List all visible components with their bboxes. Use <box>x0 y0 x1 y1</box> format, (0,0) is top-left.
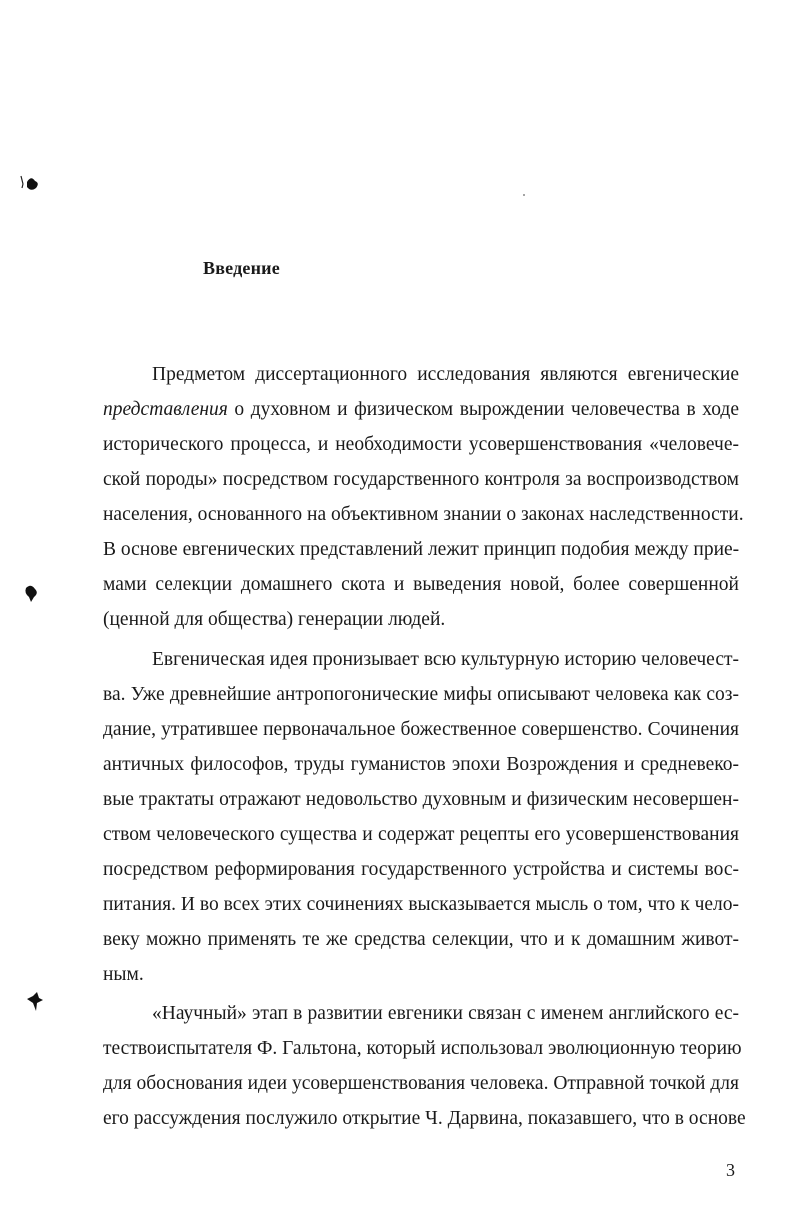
text-line: тествоиспытателя Ф. Гальтона, который использовал эволюционную теорию <box>103 1038 742 1059</box>
page-number: 3 <box>726 1160 735 1180</box>
text-line: дание, утратившее первоначальное божественное совершенство. Сочинения <box>103 719 739 740</box>
text-line: ва. Уже древнейшие антропогонические мифы описывают человека как соз- <box>103 684 739 705</box>
binding-mark-icon <box>20 582 42 604</box>
text-line: (ценной для общества) генерации людей. <box>103 609 446 630</box>
text-line: «Научный» этап в развитии евгеники связан с именем английского ес- <box>152 1003 739 1024</box>
text-line: Евгеническая идея пронизывает всю культурную историю человечест- <box>152 649 739 670</box>
text-line: посредством реформирования государственного устройства и системы вос- <box>103 859 739 880</box>
text-line-rest: о духовном и физическом вырождении человечества в ходе <box>227 399 739 420</box>
text-line: населения, основанного на объективном знании о законах наследственности. <box>103 504 744 525</box>
text-line: Предметом диссертационного исследования являются евгенические <box>152 364 739 385</box>
text-line: вые трактаты отражают недовольство духовным и физическим несовершен- <box>103 789 739 810</box>
text-line: античных философов, труды гуманистов эпохи Возрождения и средневеко- <box>103 754 739 775</box>
text-line: для обоснования идеи усовершенствования человека. Отправной точкой для <box>103 1073 739 1094</box>
text-line: исторического процесса, и необходимости усовершенствования «человече- <box>103 434 739 455</box>
binding-mark-icon <box>24 990 46 1014</box>
italic-term: представления <box>103 399 228 420</box>
binding-mark-icon <box>18 172 42 194</box>
text-line: ством человеческого существа и содержат рецепты его усовершенствования <box>103 824 739 845</box>
text-line: питания. И во всех этих сочинениях высказывается мысль о том, что к чело- <box>103 894 739 915</box>
text-line: его рассуждения послужило открытие Ч. Дарвина, показавшего, что в основе <box>103 1108 746 1129</box>
text-line: В основе евгенических представлений лежит принцип подобия между прие- <box>103 539 740 560</box>
text-line <box>103 398 739 422</box>
text-line: ской породы» посредством государственного контроля за воспроизводством <box>103 469 739 490</box>
section-heading: Введение <box>203 258 280 278</box>
text-line: веку можно применять те же средства селекции, что и к домашним живот- <box>103 929 739 950</box>
text-line: ным. <box>103 964 144 985</box>
scan-speck <box>523 194 525 196</box>
text-line: мами селекции домашнего скота и выведения новой, более совершенной <box>103 574 739 595</box>
